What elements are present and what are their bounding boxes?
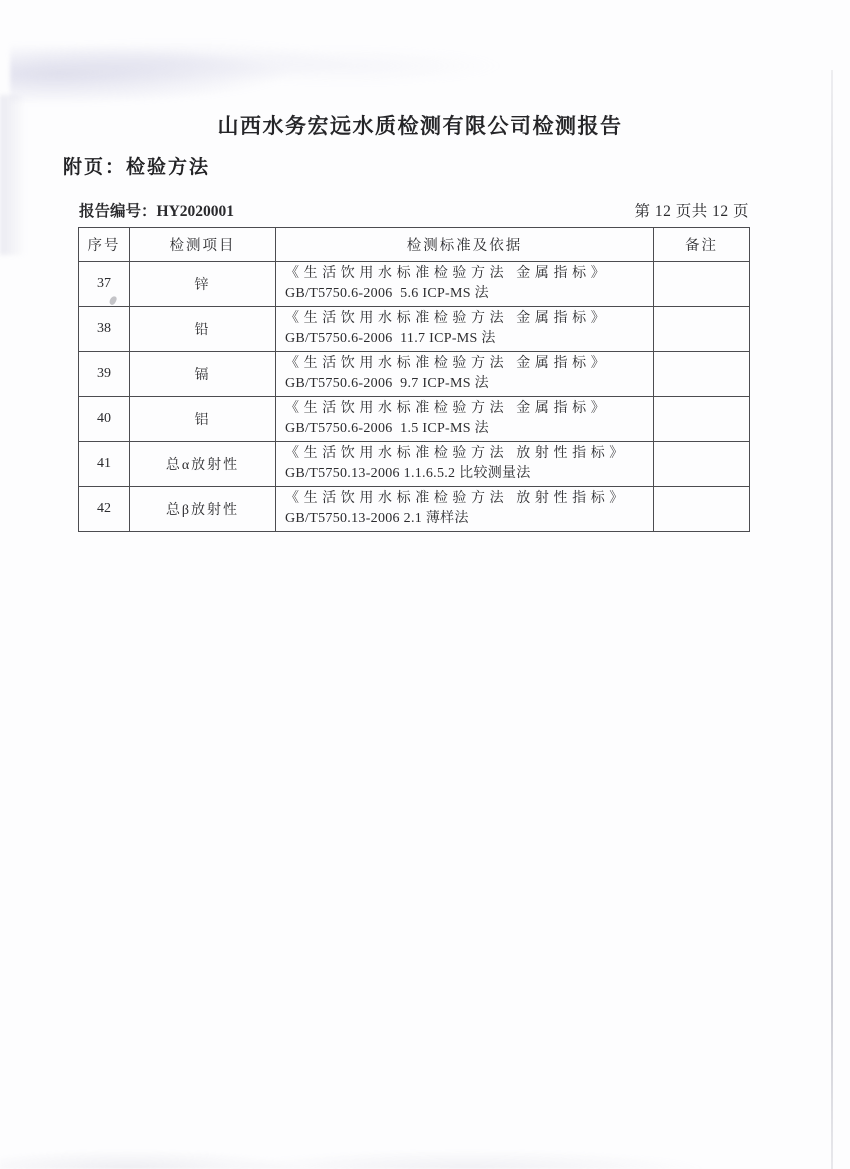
test-item-cell: 铅 (130, 307, 276, 352)
standard-method-line: GB/T5750.6-2006 11.7 ICP-MS 法 (285, 331, 496, 346)
row-number-cell: 42 (79, 487, 130, 532)
test-item-cell: 总α放射性 (130, 442, 276, 487)
page-title: 山西水务宏远水质检测有限公司检测报告 (217, 115, 623, 138)
table-row (79, 352, 750, 397)
methods-table (78, 227, 750, 532)
header-test-item: 检测项目 (130, 228, 276, 262)
header-serial-number: 序号 (79, 228, 130, 262)
standard-basis-cell (276, 262, 654, 307)
table-header-row (79, 228, 750, 262)
scan-edge-shadow (831, 70, 833, 1169)
standard-method-line: GB/T5750.13-2006 2.1 薄样法 (285, 511, 469, 526)
row-number-cell: 39 (79, 352, 130, 397)
remark-cell (654, 307, 750, 352)
page-indicator: 第 12 页共 12 页 (634, 203, 749, 220)
attachment-heading: 附页：检验方法 (63, 157, 211, 178)
remark-cell (654, 397, 750, 442)
standard-method-line: GB/T5750.6-2006 1.5 ICP-MS 法 (285, 421, 489, 436)
standard-title-line: 《生活饮用水标准检验方法 放射性指标》 (285, 491, 628, 506)
row-number-cell: 41 (79, 442, 130, 487)
standard-basis-cell (276, 307, 654, 352)
remark-cell (654, 352, 750, 397)
test-item-cell: 铝 (130, 397, 276, 442)
standard-title-line: 《生活饮用水标准检验方法 金属指标》 (285, 311, 610, 326)
scan-smudge-bottom (0, 1129, 850, 1169)
report-number-label: 报告编号： (79, 203, 157, 220)
header-standard-basis: 检测标准及依据 (276, 228, 654, 262)
row-number-cell: 37 (79, 262, 130, 307)
remark-cell (654, 487, 750, 532)
standard-title-line: 《生活饮用水标准检验方法 放射性指标》 (285, 446, 628, 461)
test-item-cell: 镉 (130, 352, 276, 397)
standard-basis-cell (276, 442, 654, 487)
report-meta-row (79, 199, 749, 221)
table-row (79, 262, 750, 307)
table-row (79, 442, 750, 487)
table-row (79, 397, 750, 442)
header-remark: 备注 (654, 228, 750, 262)
remark-cell (654, 442, 750, 487)
table-row (79, 307, 750, 352)
table-row (79, 487, 750, 532)
standard-method-line: GB/T5750.6-2006 9.7 ICP-MS 法 (285, 376, 489, 391)
scan-smudge-top (10, 30, 570, 110)
standard-method-line: GB/T5750.6-2006 5.6 ICP-MS 法 (285, 286, 489, 301)
report-number (79, 199, 234, 221)
row-number-cell: 38 (79, 307, 130, 352)
standard-title-line: 《生活饮用水标准检验方法 金属指标》 (285, 266, 610, 281)
remark-cell (654, 262, 750, 307)
standard-basis-cell (276, 352, 654, 397)
standard-title-line: 《生活饮用水标准检验方法 金属指标》 (285, 401, 610, 416)
standard-title-line: 《生活饮用水标准检验方法 金属指标》 (285, 356, 610, 371)
standard-basis-cell (276, 397, 654, 442)
row-number-cell: 40 (79, 397, 130, 442)
report-number-value: HY2020001 (156, 203, 235, 220)
test-item-cell: 锌 (130, 262, 276, 307)
standard-basis-cell (276, 487, 654, 532)
test-item-cell: 总β放射性 (130, 487, 276, 532)
standard-method-line: GB/T5750.13-2006 1.1.6.5.2 比较测量法 (285, 466, 531, 481)
